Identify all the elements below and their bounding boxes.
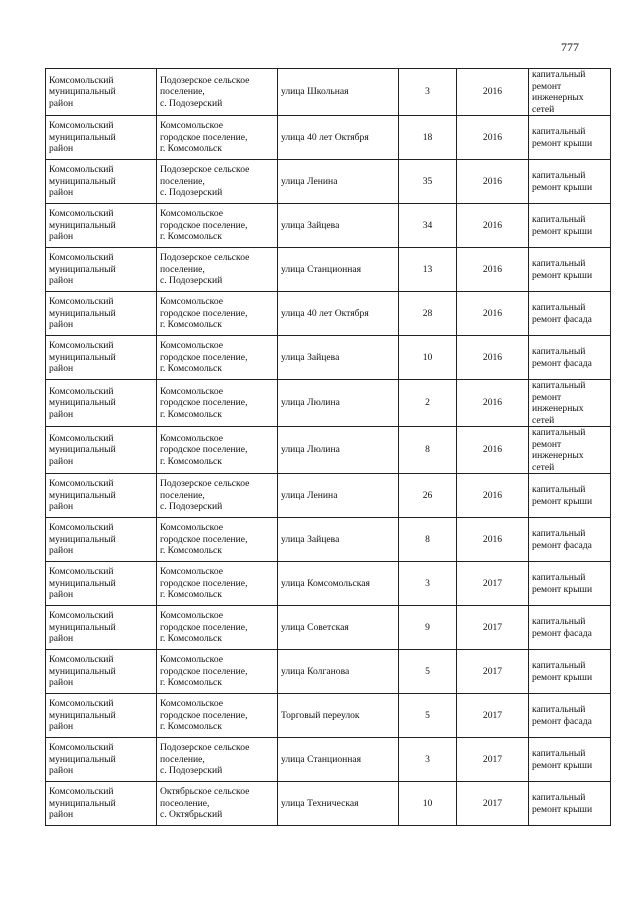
- district-line: муниципальный: [49, 489, 116, 501]
- settlement-line: городское поселение,: [160, 709, 248, 721]
- district-line: район: [49, 501, 74, 513]
- work-type-cell: [529, 69, 611, 116]
- work-type-line: капитальный: [532, 258, 586, 269]
- work-type-line: ремонт фасада: [532, 357, 592, 369]
- district-line: район: [49, 765, 74, 777]
- work-type-line: ремонт: [532, 80, 562, 92]
- settlement-line: Комсомольское: [160, 522, 223, 534]
- district-line: Комсомольский: [49, 566, 114, 578]
- district-line: муниципальный: [49, 709, 116, 721]
- settlement-cell: [157, 69, 278, 116]
- work-type-line: капитальный: [532, 170, 586, 181]
- street-cell: улица Станционная: [278, 248, 399, 292]
- district-cell: [46, 518, 157, 562]
- work-type-line: ремонт крыши: [532, 495, 593, 507]
- work-type-line: ремонт крыши: [532, 759, 593, 771]
- year-cell: 2016: [457, 380, 529, 427]
- street-cell: улица Зайцева: [278, 336, 399, 380]
- work-type-cell: [529, 474, 611, 518]
- settlement-cell: [157, 380, 278, 427]
- work-type-line: ремонт крыши: [532, 181, 593, 193]
- table-row: [46, 204, 611, 248]
- settlement-line: поселение,: [160, 175, 205, 187]
- district-line: Комсомольский: [49, 208, 114, 220]
- street-cell: улица Ленина: [278, 474, 399, 518]
- district-cell: [46, 427, 157, 474]
- settlement-line: Комсомольское: [160, 610, 223, 622]
- settlement-line: г. Комсомольск: [160, 319, 222, 331]
- street-cell: улица Станционная: [278, 738, 399, 782]
- district-cell: [46, 474, 157, 518]
- district-line: муниципальный: [49, 665, 116, 677]
- house-number-cell: 34: [399, 204, 457, 248]
- work-type-line: сетей: [532, 103, 555, 115]
- year-cell: 2016: [457, 336, 529, 380]
- work-type-line: инженерных: [532, 403, 584, 414]
- work-type-line: инженерных: [532, 92, 584, 103]
- table-row: [46, 116, 611, 160]
- work-type-line: капитальный: [532, 704, 586, 715]
- work-type-line: капитальный: [532, 214, 586, 225]
- table-row: [46, 650, 611, 694]
- district-cell: [46, 782, 157, 826]
- settlement-line: поселение,: [160, 753, 205, 765]
- house-number-cell: 3: [399, 738, 457, 782]
- district-line: Комсомольский: [49, 252, 114, 264]
- settlement-line: г. Комсомольск: [160, 143, 222, 155]
- table-row: [46, 562, 611, 606]
- settlement-line: г. Комсомольск: [160, 363, 222, 375]
- district-line: Комсомольский: [49, 432, 114, 444]
- street-cell: улица Комсомольская: [278, 562, 399, 606]
- year-cell: 2016: [457, 160, 529, 204]
- work-type-line: ремонт фасада: [532, 627, 592, 639]
- work-type-line: ремонт фасада: [532, 539, 592, 551]
- district-line: Комсомольский: [49, 340, 114, 352]
- street-cell: улица Техническая: [278, 782, 399, 826]
- table-row: [46, 474, 611, 518]
- work-type-line: ремонт крыши: [532, 583, 593, 595]
- work-type-cell: [529, 292, 611, 336]
- work-type-cell: [529, 694, 611, 738]
- work-type-line: инженерных: [532, 450, 584, 461]
- settlement-line: Подозерское сельское: [160, 74, 250, 86]
- district-line: район: [49, 143, 74, 155]
- settlement-cell: [157, 160, 278, 204]
- district-cell: [46, 694, 157, 738]
- district-line: Комсомольский: [49, 742, 114, 754]
- work-type-line: капитальный: [532, 302, 586, 313]
- work-type-line: капитальный: [532, 528, 586, 539]
- street-cell: улица Ленина: [278, 160, 399, 204]
- street-cell: улица Советская: [278, 606, 399, 650]
- settlement-line: городское поселение,: [160, 131, 248, 143]
- house-number-cell: 3: [399, 69, 457, 116]
- house-number-cell: 35: [399, 160, 457, 204]
- street-cell: улица Школьная: [278, 69, 399, 116]
- settlement-line: Комсомольское: [160, 566, 223, 578]
- settlement-line: Октябрьское сельское: [160, 786, 250, 798]
- settlement-line: Комсомольское: [160, 698, 223, 710]
- district-line: Комсомольский: [49, 478, 114, 490]
- district-cell: [46, 562, 157, 606]
- district-line: район: [49, 809, 74, 821]
- table-row: [46, 160, 611, 204]
- settlement-line: городское поселение,: [160, 577, 248, 589]
- street-cell: улица 40 лет Октября: [278, 116, 399, 160]
- street-cell: улица Колганова: [278, 650, 399, 694]
- settlement-line: г. Комсомольск: [160, 633, 222, 645]
- district-line: район: [49, 231, 74, 243]
- house-number-cell: 13: [399, 248, 457, 292]
- settlement-line: г. Комсомольск: [160, 545, 222, 557]
- house-number-cell: 28: [399, 292, 457, 336]
- district-line: район: [49, 545, 74, 557]
- year-cell: 2016: [457, 116, 529, 160]
- district-line: район: [49, 319, 74, 331]
- work-type-line: ремонт: [532, 438, 562, 450]
- year-cell: 2017: [457, 738, 529, 782]
- district-line: Комсомольский: [49, 385, 114, 397]
- table-row: [46, 380, 611, 427]
- house-number-cell: 3: [399, 562, 457, 606]
- settlement-line: поселение,: [160, 263, 205, 275]
- settlement-cell: [157, 782, 278, 826]
- year-cell: 2016: [457, 518, 529, 562]
- work-type-cell: [529, 562, 611, 606]
- street-cell: улица Люлина: [278, 427, 399, 474]
- settlement-cell: [157, 248, 278, 292]
- district-line: муниципальный: [49, 351, 116, 363]
- work-type-line: ремонт фасада: [532, 313, 592, 325]
- year-cell: 2016: [457, 248, 529, 292]
- house-number-cell: 26: [399, 474, 457, 518]
- work-type-cell: [529, 248, 611, 292]
- settlement-cell: [157, 606, 278, 650]
- year-cell: 2017: [457, 782, 529, 826]
- settlement-line: г. Комсомольск: [160, 589, 222, 601]
- district-cell: [46, 380, 157, 427]
- work-type-line: капитальный: [532, 380, 586, 391]
- table-row: [46, 782, 611, 826]
- district-line: муниципальный: [49, 533, 116, 545]
- work-type-line: ремонт: [532, 391, 562, 403]
- settlement-cell: [157, 427, 278, 474]
- district-line: Комсомольский: [49, 296, 114, 308]
- work-type-cell: [529, 160, 611, 204]
- work-type-line: капитальный: [532, 572, 586, 583]
- settlement-line: с. Подозерский: [160, 97, 223, 109]
- capital-repair-table: [45, 68, 611, 826]
- district-line: муниципальный: [49, 797, 116, 809]
- year-cell: 2017: [457, 694, 529, 738]
- district-line: район: [49, 677, 74, 689]
- year-cell: 2017: [457, 606, 529, 650]
- district-line: Комсомольский: [49, 610, 114, 622]
- house-number-cell: 9: [399, 606, 457, 650]
- settlement-line: г. Комсомольск: [160, 455, 222, 467]
- year-cell: 2016: [457, 474, 529, 518]
- work-type-line: капитальный: [532, 126, 586, 137]
- settlement-line: городское поселение,: [160, 351, 248, 363]
- table-body: [46, 69, 611, 826]
- district-line: Комсомольский: [49, 74, 114, 86]
- settlement-cell: [157, 650, 278, 694]
- settlement-cell: [157, 204, 278, 248]
- settlement-line: г. Комсомольск: [160, 721, 222, 733]
- district-cell: [46, 204, 157, 248]
- street-cell: улица Люлина: [278, 380, 399, 427]
- work-type-line: сетей: [532, 461, 555, 473]
- work-type-line: ремонт крыши: [532, 137, 593, 149]
- work-type-line: ремонт крыши: [532, 225, 593, 237]
- settlement-line: с. Подозерский: [160, 501, 223, 513]
- house-number-cell: 8: [399, 427, 457, 474]
- page-number: 777: [561, 40, 579, 54]
- settlement-line: городское поселение,: [160, 444, 248, 456]
- district-line: район: [49, 363, 74, 375]
- settlement-line: г. Комсомольск: [160, 231, 222, 243]
- district-line: район: [49, 455, 74, 467]
- work-type-line: сетей: [532, 414, 555, 426]
- district-line: муниципальный: [49, 753, 116, 765]
- district-line: муниципальный: [49, 86, 116, 98]
- district-line: район: [49, 187, 74, 199]
- work-type-line: ремонт крыши: [532, 803, 593, 815]
- settlement-cell: [157, 116, 278, 160]
- district-cell: [46, 292, 157, 336]
- district-line: район: [49, 97, 74, 109]
- settlement-cell: [157, 694, 278, 738]
- table-row: [46, 69, 611, 116]
- work-type-cell: [529, 738, 611, 782]
- work-type-line: капитальный: [532, 484, 586, 495]
- settlement-line: г. Комсомольск: [160, 677, 222, 689]
- settlement-line: поселение,: [160, 489, 205, 501]
- district-line: муниципальный: [49, 621, 116, 633]
- settlement-cell: [157, 336, 278, 380]
- table-row: [46, 606, 611, 650]
- settlement-line: Комсомольское: [160, 208, 223, 220]
- district-cell: [46, 116, 157, 160]
- district-cell: [46, 650, 157, 694]
- work-type-cell: [529, 380, 611, 427]
- settlement-line: Подозерское сельское: [160, 742, 250, 754]
- work-type-cell: [529, 782, 611, 826]
- settlement-cell: [157, 518, 278, 562]
- house-number-cell: 10: [399, 782, 457, 826]
- settlement-line: Подозерское сельское: [160, 164, 250, 176]
- year-cell: 2016: [457, 427, 529, 474]
- settlement-line: Комсомольское: [160, 432, 223, 444]
- settlement-line: Подозерское сельское: [160, 478, 250, 490]
- work-type-cell: [529, 204, 611, 248]
- work-type-cell: [529, 650, 611, 694]
- district-cell: [46, 336, 157, 380]
- settlement-line: городское поселение,: [160, 307, 248, 319]
- district-line: муниципальный: [49, 397, 116, 409]
- work-type-line: ремонт фасада: [532, 715, 592, 727]
- district-cell: [46, 248, 157, 292]
- settlement-line: с. Подозерский: [160, 275, 223, 287]
- settlement-line: Комсомольское: [160, 340, 223, 352]
- settlement-line: городское поселение,: [160, 397, 248, 409]
- house-number-cell: 5: [399, 650, 457, 694]
- district-line: Комсомольский: [49, 522, 114, 534]
- district-cell: [46, 738, 157, 782]
- district-line: Комсомольский: [49, 698, 114, 710]
- work-type-line: капитальный: [532, 427, 586, 438]
- district-line: муниципальный: [49, 307, 116, 319]
- house-number-cell: 5: [399, 694, 457, 738]
- district-cell: [46, 69, 157, 116]
- district-cell: [46, 160, 157, 204]
- settlement-line: поселение,: [160, 86, 205, 98]
- work-type-cell: [529, 336, 611, 380]
- work-type-line: ремонт крыши: [532, 671, 593, 683]
- work-type-cell: [529, 427, 611, 474]
- district-line: муниципальный: [49, 175, 116, 187]
- work-type-line: капитальный: [532, 660, 586, 671]
- district-line: Комсомольский: [49, 654, 114, 666]
- settlement-cell: [157, 562, 278, 606]
- table-row: [46, 248, 611, 292]
- work-type-cell: [529, 116, 611, 160]
- year-cell: 2016: [457, 69, 529, 116]
- settlement-line: с. Подозерский: [160, 765, 223, 777]
- year-cell: 2016: [457, 204, 529, 248]
- district-line: муниципальный: [49, 577, 116, 589]
- district-line: район: [49, 589, 74, 601]
- work-type-line: ремонт крыши: [532, 269, 593, 281]
- settlement-line: Комсомольское: [160, 385, 223, 397]
- district-line: район: [49, 633, 74, 645]
- table-row: [46, 292, 611, 336]
- settlement-cell: [157, 292, 278, 336]
- year-cell: 2016: [457, 292, 529, 336]
- street-cell: улица 40 лет Октября: [278, 292, 399, 336]
- work-type-line: капитальный: [532, 748, 586, 759]
- district-line: муниципальный: [49, 444, 116, 456]
- district-line: муниципальный: [49, 263, 116, 275]
- street-cell: улица Зайцева: [278, 204, 399, 248]
- work-type-cell: [529, 606, 611, 650]
- work-type-cell: [529, 518, 611, 562]
- settlement-cell: [157, 474, 278, 518]
- settlement-line: городское поселение,: [160, 533, 248, 545]
- settlement-line: Комсомольское: [160, 654, 223, 666]
- settlement-line: с. Октябрьский: [160, 809, 223, 821]
- street-cell: Торговый переулок: [278, 694, 399, 738]
- house-number-cell: 18: [399, 116, 457, 160]
- settlement-line: посеоление,: [160, 797, 210, 809]
- district-line: Комсомольский: [49, 164, 114, 176]
- district-line: Комсомольский: [49, 120, 114, 132]
- settlement-line: городское поселение,: [160, 665, 248, 677]
- table-row: [46, 518, 611, 562]
- year-cell: 2017: [457, 650, 529, 694]
- work-type-line: капитальный: [532, 69, 586, 80]
- district-cell: [46, 606, 157, 650]
- settlement-line: Подозерское сельское: [160, 252, 250, 264]
- house-number-cell: 10: [399, 336, 457, 380]
- district-line: район: [49, 721, 74, 733]
- year-cell: 2017: [457, 562, 529, 606]
- settlement-line: Комсомольское: [160, 120, 223, 132]
- settlement-line: Комсомольское: [160, 296, 223, 308]
- table-row: [46, 694, 611, 738]
- table-row: [46, 427, 611, 474]
- district-line: муниципальный: [49, 219, 116, 231]
- house-number-cell: 8: [399, 518, 457, 562]
- settlement-line: городское поселение,: [160, 621, 248, 633]
- settlement-line: г. Комсомольск: [160, 408, 222, 420]
- street-cell: улица Зайцева: [278, 518, 399, 562]
- settlement-line: с. Подозерский: [160, 187, 223, 199]
- district-line: район: [49, 408, 74, 420]
- table-row: [46, 336, 611, 380]
- settlement-line: городское поселение,: [160, 219, 248, 231]
- work-type-line: капитальный: [532, 346, 586, 357]
- settlement-cell: [157, 738, 278, 782]
- work-type-line: капитальный: [532, 616, 586, 627]
- district-line: Комсомольский: [49, 786, 114, 798]
- house-number-cell: 2: [399, 380, 457, 427]
- district-line: район: [49, 275, 74, 287]
- work-type-line: капитальный: [532, 792, 586, 803]
- district-line: муниципальный: [49, 131, 116, 143]
- table-row: [46, 738, 611, 782]
